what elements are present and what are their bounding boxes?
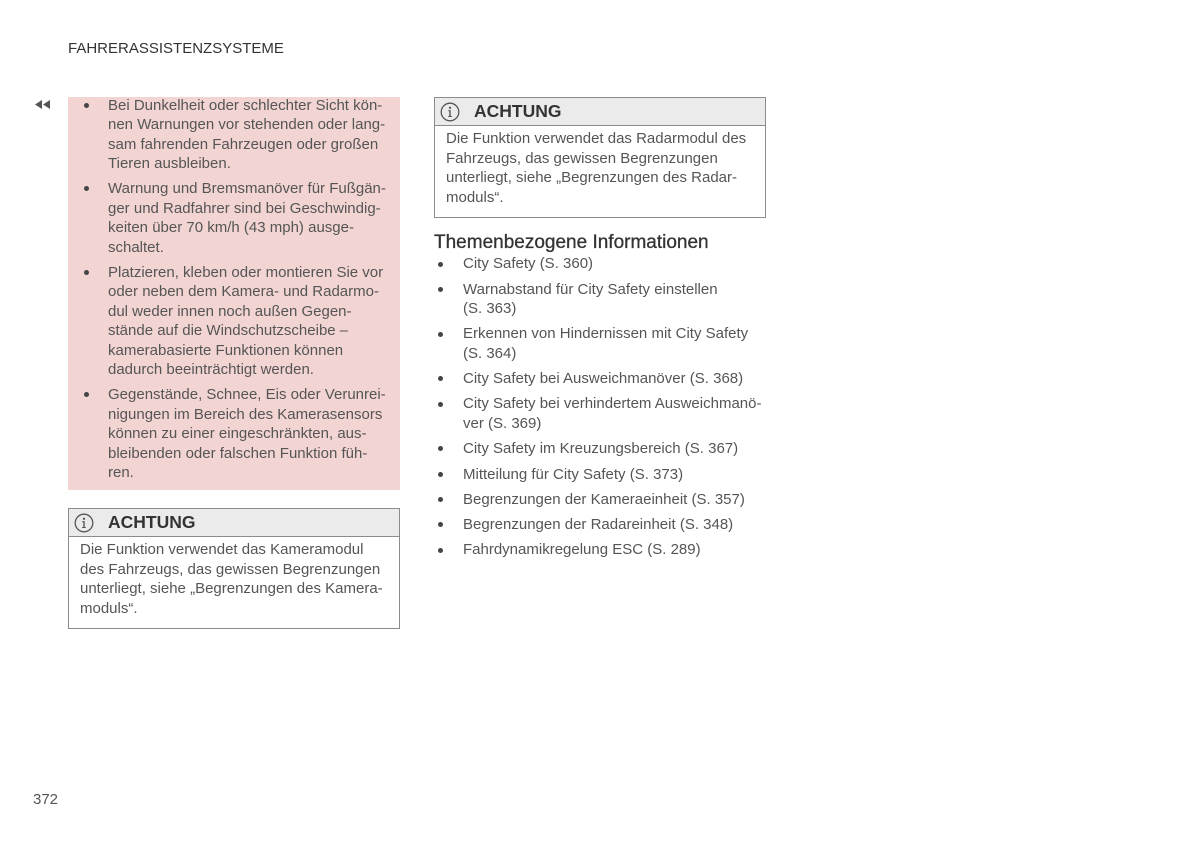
text-line: moduls“. bbox=[80, 599, 138, 617]
text-line: moduls“. bbox=[446, 188, 504, 206]
camera-caution-box bbox=[68, 508, 400, 629]
text-line: Mitteilung für City Safety (S. 373) bbox=[463, 465, 684, 483]
caution-heading: ACHTUNG bbox=[474, 101, 562, 121]
related-topic-item bbox=[463, 515, 761, 535]
related-topic-item bbox=[463, 280, 761, 319]
text-line: City Safety im Kreuzungsbereich (S. 367) bbox=[463, 440, 739, 458]
text-line: Die Funktion verwendet das Radarmodul des bbox=[446, 130, 747, 147]
related-topic-item bbox=[463, 465, 761, 485]
text-line: City Safety bei verhindertem Ausweichmanö- bbox=[463, 395, 762, 413]
caution-body bbox=[69, 537, 399, 618]
warning-note-item bbox=[108, 96, 386, 174]
text-line: unterliegt, siehe „Begrenzungen des Radar- bbox=[446, 169, 738, 186]
text-line: ver (S. 369) bbox=[463, 414, 542, 432]
related-topics-list bbox=[463, 254, 761, 560]
related-topic-item bbox=[463, 324, 761, 363]
text-line: Erkennen von Hindernissen mit City Safety bbox=[463, 325, 749, 343]
warning-note-item bbox=[108, 179, 386, 257]
related-topics-heading: Themenbezogene Informationen bbox=[434, 232, 709, 253]
text-line: oder neben dem Kamera- und Radarmo- bbox=[108, 283, 379, 300]
text-line: Fahrzeugs, das gewissen Begrenzungen bbox=[446, 149, 718, 167]
related-topic-item bbox=[463, 254, 761, 274]
text-line: Gegenstände, Schnee, Eis oder Verunrei- bbox=[108, 386, 386, 403]
text-line: können zu einer eingeschränkten, aus- bbox=[108, 425, 367, 442]
text-line: ren. bbox=[108, 464, 134, 481]
related-topic-item bbox=[463, 490, 761, 510]
text-line: Platzieren, kleben oder montieren Sie vor bbox=[108, 263, 384, 281]
text-line: (S. 364) bbox=[463, 344, 517, 362]
info-icon bbox=[74, 513, 94, 533]
text-line: City Safety bei Ausweichmanöver (S. 368) bbox=[463, 370, 744, 388]
caution-heading: ACHTUNG bbox=[108, 512, 196, 532]
text-line: Begrenzungen der Radareinheit (S. 348) bbox=[463, 516, 734, 534]
text-line: bleibenden oder falschen Funktion füh- bbox=[108, 444, 368, 462]
text-line: Warnung und Bremsmanöver für Fußgän- bbox=[108, 180, 386, 197]
text-line: City Safety (S. 360) bbox=[463, 255, 594, 273]
warning-note-item bbox=[108, 263, 386, 380]
warning-note-item bbox=[108, 385, 386, 483]
text-line: Begrenzungen der Kameraeinheit (S. 357) bbox=[463, 490, 745, 508]
info-icon bbox=[440, 102, 460, 122]
related-topic-item bbox=[463, 369, 761, 389]
caution-header bbox=[435, 98, 765, 126]
text-line: ger und Radfahrer sind bei Geschwindig- bbox=[108, 199, 381, 217]
text-line: Die Funktion verwendet das Kameramodul bbox=[80, 541, 364, 558]
section-title: FAHRERASSISTENZSYSTEME bbox=[68, 40, 284, 57]
page-number: 372 bbox=[33, 791, 59, 808]
related-topic-item bbox=[463, 394, 761, 433]
continued-from-previous-page-icon bbox=[35, 100, 50, 109]
text-line: nen Warnungen vor stehenden oder lang- bbox=[108, 116, 386, 133]
text-line: sam fahrenden Fahrzeugen oder großen bbox=[108, 135, 379, 153]
text-line: Bei Dunkelheit oder schlechter Sicht kön- bbox=[108, 96, 383, 114]
text-line: dul weder innen noch außen Gegen- bbox=[108, 302, 352, 320]
text-line: Warnabstand für City Safety einstellen bbox=[463, 280, 718, 298]
text-line: Tieren ausbleiben. bbox=[108, 155, 231, 172]
warning-notes-box bbox=[68, 97, 400, 490]
text-line: nigungen im Bereich des Kamerasensors bbox=[108, 405, 383, 423]
caution-header bbox=[69, 509, 399, 537]
text-line: keiten über 70 km/h (43 mph) ausge- bbox=[108, 219, 354, 236]
text-line: des Fahrzeugs, das gewissen Begrenzungen bbox=[80, 560, 381, 578]
radar-caution-box bbox=[434, 97, 766, 218]
text-line: dadurch beeinträchtigt werden. bbox=[108, 361, 314, 378]
caution-body bbox=[435, 126, 765, 207]
text-line: schaltet. bbox=[108, 238, 164, 256]
text-line: kamerabasierte Funktionen können bbox=[108, 341, 344, 359]
text-line: (S. 363) bbox=[463, 300, 517, 318]
related-topic-item bbox=[463, 540, 761, 560]
text-line: Fahrdynamikregelung ESC (S. 289) bbox=[463, 541, 701, 559]
text-line: unterliegt, siehe „Begrenzungen des Kamera- bbox=[80, 580, 383, 597]
text-line: stände auf die Windschutzscheibe – bbox=[108, 322, 349, 339]
related-topic-item bbox=[463, 439, 761, 459]
warning-notes-list bbox=[108, 96, 386, 483]
